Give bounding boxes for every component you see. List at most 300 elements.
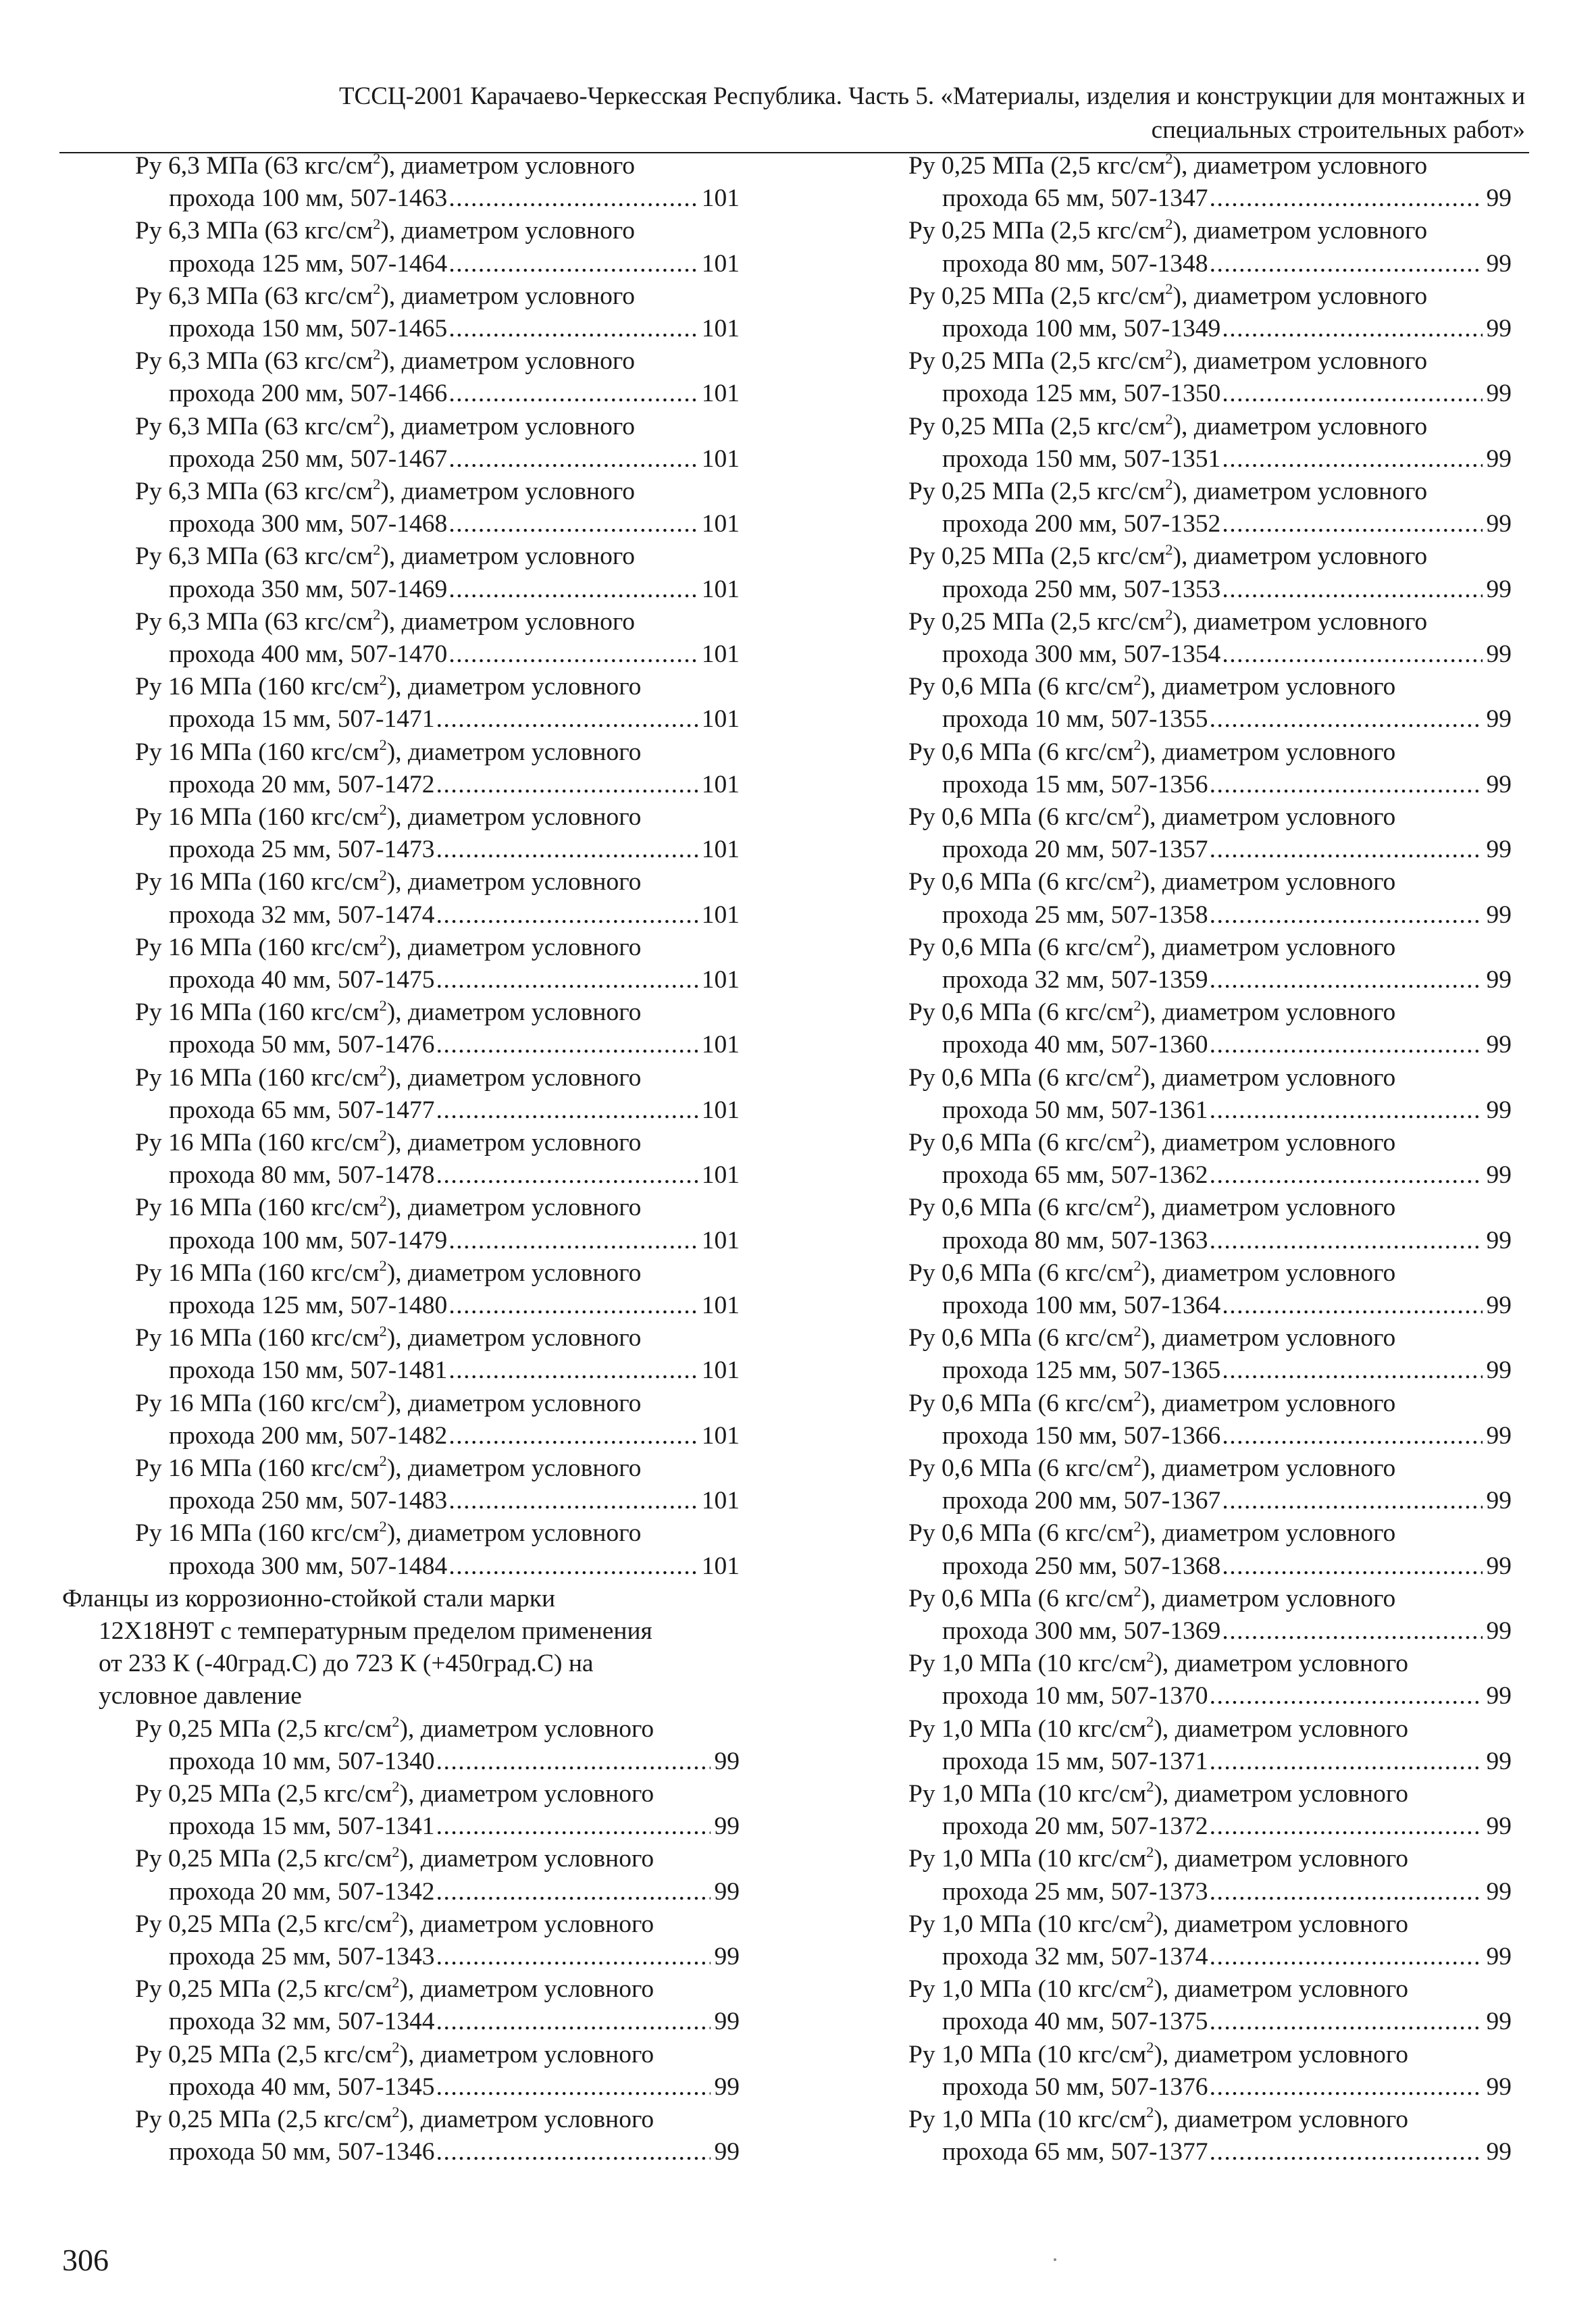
entry-pressure-suffix: ), диаметром условного [1173,607,1428,636]
entry-pressure-line [135,1908,654,1941]
dot-leader [436,964,698,996]
entry-unit-superscript: 2 [1133,1583,1141,1600]
entry-pressure-line [908,215,1427,247]
entry-passage-line [169,378,740,410]
dot-leader [436,2006,711,2038]
entry-pressure-line [908,411,1427,443]
entry-passage-text: прохода 150 мм, 507-1465 [169,315,448,342]
entry-passage-text: прохода 200 мм, 507-1367 [942,1487,1221,1515]
entry-pressure-line [135,1713,654,1746]
entry-pressure-text: Ру 0,25 МПа (2,5 кгс/см [908,478,1166,505]
entry-unit-superscript: 2 [1165,215,1173,232]
entry-passage-text: прохода 250 мм, 507-1353 [942,575,1221,603]
entry-pressure-line [908,1517,1395,1550]
entry-pressure-text: Ру 0,25 МПа (2,5 кгс/см [908,542,1166,571]
entry-page-ref: 99 [714,1877,740,1906]
entry-page-ref: 99 [1486,1421,1512,1450]
dot-leader [1222,1550,1482,1583]
entry-passage-line [942,1485,1512,1517]
entry-passage-text: прохода 10 мм, 507-1370 [942,1682,1208,1710]
entry-pressure-line [135,1843,654,1875]
entry-pressure-line [135,1517,641,1550]
entry-page-ref: 99 [1486,1161,1512,1190]
entry-pressure-suffix: ), диаметром условного [1141,998,1396,1027]
header-line-2: специальных строительных работ» [1151,116,1525,144]
entry-pressure-line [135,280,635,313]
dot-leader [1222,638,1482,671]
entry-passage-line [169,638,740,671]
entry-passage-text: прохода 50 мм, 507-1476 [169,1031,435,1059]
entry-passage-line [169,2136,740,2168]
entry-pressure-line [908,606,1427,638]
entry-pressure-suffix: ), диаметром условного [399,1845,654,1873]
entry-unit-superscript: 2 [379,1257,387,1275]
entry-page-ref: 99 [714,2138,740,2166]
entry-passage-text: прохода 300 мм, 507-1354 [942,640,1221,668]
entry-unit-superscript: 2 [392,1908,400,1926]
entry-passage-line [169,1941,740,1973]
entry-passage-line [169,248,740,280]
dot-leader [436,1029,698,1061]
entry-pressure-text: Ру 0,6 МПа (6 кгс/см [908,933,1134,961]
entry-pressure-suffix: ), диаметром условного [1173,282,1428,310]
entry-pressure-suffix: ), диаметром условного [386,998,642,1027]
dot-leader [448,443,697,476]
entry-passage-text: прохода 40 мм, 507-1375 [942,2008,1208,2036]
entry-pressure-line [908,1713,1408,1746]
dot-leader [448,1354,697,1387]
entry-passage-text: прохода 350 мм, 507-1469 [169,575,448,603]
entry-unit-superscript: 2 [1133,1192,1141,1209]
entry-passage-line [942,703,1512,736]
entry-pressure-suffix: ), диаметром условного [386,868,642,896]
entry-passage-text: прохода 300 мм, 507-1468 [169,510,448,538]
entry-pressure-line [908,280,1427,313]
entry-passage-text: прохода 250 мм, 507-1467 [169,444,448,473]
entry-pressure-line [908,1908,1408,1941]
entry-passage-text: прохода 50 мм, 507-1361 [942,1096,1208,1124]
entry-passage-text: прохода 50 мм, 507-1376 [942,2073,1208,2101]
entry-page-ref: 99 [1486,1877,1512,1906]
dot-leader [1210,899,1483,932]
entry-page-ref: 99 [1486,1292,1512,1319]
entry-pressure-suffix: ), диаметром условного [399,2040,654,2068]
dot-leader [1210,1225,1483,1257]
entry-page-ref: 99 [1486,380,1512,408]
entry-pressure-suffix: ), диаметром условного [1141,1519,1396,1548]
entry-passage-text: прохода 20 мм, 507-1342 [169,1877,435,1906]
entry-page-ref: 101 [701,705,740,734]
section-heading-line: от 233 К (-40град.С) до 723 К (+450град.С) на [99,1650,594,1678]
entry-unit-superscript: 2 [373,280,381,298]
entry-pressure-text: Ру 0,6 МПа (6 кгс/см [908,738,1134,766]
entry-unit-superscript: 2 [1133,1517,1141,1535]
entry-passage-text: прохода 100 мм, 507-1364 [942,1292,1221,1319]
entry-page-ref: 99 [1486,1552,1512,1580]
dot-leader [436,1941,711,1973]
entry-passage-text: прохода 40 мм, 507-1345 [169,2073,435,2101]
dot-leader [1210,834,1483,866]
entry-pressure-line [135,606,635,638]
entry-pressure-line [908,736,1395,769]
entry-unit-superscript: 2 [392,1778,400,1796]
entry-page-ref: 99 [1486,1096,1512,1124]
entry-pressure-suffix: ), диаметром условного [380,478,636,505]
entry-passage-text: прохода 15 мм, 507-1341 [169,1812,435,1841]
entry-page-ref: 101 [701,575,740,603]
entry-passage-text: прохода 15 мм, 507-1356 [942,770,1208,798]
dot-leader [1222,378,1482,410]
entry-page-ref: 99 [1486,1812,1512,1841]
entry-pressure-line [908,150,1427,182]
entry-pressure-suffix: ), диаметром условного [386,1259,642,1287]
entry-pressure-suffix: ), диаметром условного [1141,1389,1396,1417]
dot-leader [1222,508,1482,540]
entry-pressure-suffix: ), диаметром условного [1173,542,1428,571]
entry-unit-superscript: 2 [379,1387,387,1404]
entry-passage-text: прохода 32 мм, 507-1359 [942,966,1208,994]
entry-pressure-suffix: ), диаметром условного [1173,217,1428,245]
entry-passage-text: прохода 150 мм, 507-1351 [942,444,1221,473]
dot-leader [448,1225,697,1257]
entry-unit-superscript: 2 [1133,1452,1141,1470]
entry-passage-line [942,508,1512,540]
entry-pressure-line [135,1062,641,1094]
entry-passage-line [169,1159,740,1192]
entry-passage-line [169,703,740,736]
entry-page-ref: 99 [1486,1617,1512,1645]
entry-unit-superscript: 2 [1146,1843,1154,1860]
dot-leader [1210,703,1483,736]
entry-pressure-text: Ру 0,25 МПа (2,5 кгс/см [908,412,1166,440]
entry-pressure-suffix: ), диаметром условного [1141,673,1396,701]
entry-pressure-text: Ру 16 МПа (160 кгс/см [135,803,380,831]
entry-unit-superscript: 2 [379,1452,387,1470]
entry-passage-line [169,1746,740,1778]
entry-pressure-text: Ру 0,6 МПа (6 кгс/см [908,1259,1134,1287]
entry-pressure-text: Ру 16 МПа (160 кгс/см [135,998,380,1027]
entry-unit-superscript: 2 [1133,932,1141,949]
entry-passage-text: прохода 65 мм, 507-1347 [942,184,1208,213]
entry-pressure-line [908,1127,1395,1159]
entry-passage-text: прохода 80 мм, 507-1348 [942,249,1208,278]
entry-page-ref: 99 [1486,1682,1512,1710]
entry-pressure-suffix: ), диаметром условного [386,673,642,701]
dot-leader [1210,2071,1483,2104]
entry-pressure-text: Ру 6,3 МПа (63 кгс/см [135,542,374,571]
dot-leader [436,1810,711,1843]
entry-page-ref: 99 [1486,900,1512,929]
entry-passage-line [169,964,740,996]
entry-page-ref: 99 [1486,2008,1512,2036]
entry-passage-line [169,1420,740,1452]
dot-leader [1210,248,1483,280]
dot-leader [1210,1746,1483,1778]
entry-unit-superscript: 2 [1165,280,1173,298]
entry-pressure-line [908,932,1395,964]
entry-pressure-line [908,1648,1408,1680]
entry-unit-superscript: 2 [379,996,387,1014]
entry-pressure-line [135,345,635,378]
entry-passage-text: прохода 100 мм, 507-1463 [169,184,448,213]
entry-page-ref: 99 [1486,575,1512,603]
entry-page-ref: 99 [1486,315,1512,342]
entry-pressure-suffix: ), диаметром условного [1141,1194,1396,1222]
entry-pressure-suffix: ), диаметром условного [1154,1845,1409,1873]
entry-pressure-line [135,1322,641,1354]
entry-passage-text: прохода 125 мм, 507-1365 [942,1356,1221,1385]
entry-page-ref: 99 [1486,1487,1512,1515]
section-heading-line: Фланцы из коррозионно-стойкой стали марки [62,1584,556,1612]
entry-passage-line [942,443,1512,476]
entry-passage-line [942,1941,1512,1973]
entry-unit-superscript: 2 [373,606,381,624]
entry-pressure-line [908,345,1427,378]
dot-leader [1210,1941,1483,1973]
entry-unit-superscript: 2 [373,476,381,493]
entry-passage-text: прохода 50 мм, 507-1346 [169,2138,435,2166]
entry-page-ref: 99 [1486,1356,1512,1385]
entry-pressure-text: Ру 0,6 МПа (6 кгс/см [908,1063,1134,1092]
entry-pressure-text: Ру 16 МПа (160 кгс/см [135,738,380,766]
entry-unit-superscript: 2 [379,866,387,884]
dot-leader [1222,443,1482,476]
entry-passage-line [942,1615,1512,1648]
entry-unit-superscript: 2 [1133,996,1141,1014]
entry-passage-line [169,1225,740,1257]
entry-pressure-suffix: ), диаметром условного [380,217,636,245]
entry-page-ref: 101 [701,1031,740,1059]
entry-passage-text: прохода 25 мм, 507-1473 [169,836,435,864]
entry-pressure-suffix: ), диаметром условного [1141,1063,1396,1092]
dot-leader [436,899,698,932]
entry-pressure-line [135,1973,654,2006]
entry-pressure-suffix: ), диаметром условного [1141,1454,1396,1482]
entry-passage-line [169,1029,740,1061]
entry-unit-superscript: 2 [392,1712,400,1730]
entry-passage-line [942,182,1512,215]
entry-unit-superscript: 2 [379,1517,387,1535]
entry-passage-text: прохода 25 мм, 507-1343 [169,1943,435,1971]
entry-pressure-suffix: ), диаметром условного [386,1324,642,1352]
entry-pressure-text: Ру 16 МПа (160 кгс/см [135,1454,380,1482]
dot-leader [1210,1680,1483,1712]
entry-unit-superscript: 2 [1146,2038,1154,2056]
dot-leader [448,248,697,280]
entry-pressure-text: Ру 0,6 МПа (6 кгс/см [908,1194,1134,1222]
entry-pressure-text: Ру 0,25 МПа (2,5 кгс/см [135,1910,392,1938]
dot-leader [448,508,697,540]
entry-pressure-text: Ру 6,3 МПа (63 кгс/см [135,412,374,440]
entry-pressure-suffix: ), диаметром условного [1154,1650,1409,1678]
entry-pressure-suffix: ), диаметром условного [386,1519,642,1548]
entry-passage-line [942,1680,1512,1712]
entry-unit-superscript: 2 [1133,801,1141,819]
entry-unit-superscript: 2 [1165,150,1173,168]
entry-pressure-line [135,2104,654,2136]
entry-pressure-suffix: ), диаметром условного [1154,1780,1409,1808]
entry-passage-line [942,1746,1512,1778]
dot-leader [1222,1354,1482,1387]
entry-unit-superscript: 2 [1133,866,1141,884]
entry-pressure-suffix: ), диаметром условного [386,1454,642,1482]
entry-page-ref: 101 [701,900,740,929]
entry-page-ref: 101 [701,315,740,342]
entry-pressure-suffix: ), диаметром условного [380,282,636,310]
entry-pressure-text: Ру 16 МПа (160 кгс/см [135,1259,380,1287]
entry-passage-line [169,899,740,932]
entry-pressure-suffix: ), диаметром условного [1141,803,1396,831]
entry-passage-text: прохода 200 мм, 507-1482 [169,1421,448,1450]
entry-passage-text: прохода 100 мм, 507-1479 [169,1226,448,1254]
entry-page-ref: 101 [701,249,740,278]
entry-pressure-suffix: ), диаметром условного [386,1389,642,1417]
dot-leader [448,182,697,215]
entry-pressure-line [908,671,1395,703]
entry-passage-line [942,2071,1512,2104]
entry-unit-superscript: 2 [392,1973,400,1991]
entry-passage-line [169,2071,740,2104]
entry-pressure-text: Ру 16 МПа (160 кгс/см [135,1129,380,1156]
entry-pressure-text: Ру 16 МПа (160 кгс/см [135,673,380,701]
entry-pressure-text: Ру 0,6 МПа (6 кгс/см [908,1584,1134,1612]
entry-passage-text: прохода 80 мм, 507-1478 [169,1161,435,1190]
entry-unit-superscript: 2 [1165,476,1173,493]
entry-unit-superscript: 2 [1133,1257,1141,1275]
dot-leader [448,1485,697,1517]
entry-passage-line [169,1485,740,1517]
dot-leader [1210,2006,1483,2038]
entry-page-ref: 101 [701,1421,740,1450]
entry-passage-line [942,2136,1512,2168]
entry-unit-superscript: 2 [1146,1712,1154,1730]
entry-page-ref: 99 [1486,249,1512,278]
dot-leader [1210,964,1483,996]
entry-passage-line [942,638,1512,671]
entry-passage-line [169,313,740,345]
entry-passage-line [942,1810,1512,1843]
entry-passage-line [169,443,740,476]
entry-pressure-suffix: ), диаметром условного [1154,1975,1409,2004]
entry-pressure-line [135,150,635,182]
entry-pressure-suffix: ), диаметром условного [1173,412,1428,440]
entry-pressure-line [908,540,1427,573]
entry-pressure-suffix: ), диаметром условного [399,1975,654,2004]
entry-passage-line [942,899,1512,932]
entry-pressure-suffix: ), диаметром условного [386,1129,642,1156]
entry-passage-text: прохода 32 мм, 507-1344 [169,2008,435,2036]
entry-pressure-text: Ру 0,25 МПа (2,5 кгс/см [908,152,1166,180]
entry-pressure-text: Ру 0,25 МПа (2,5 кгс/см [135,2106,392,2133]
dot-leader [1222,1290,1482,1322]
entry-pressure-suffix: ), диаметром условного [1141,738,1396,766]
entry-page-ref: 101 [701,184,740,213]
entry-unit-superscript: 2 [1165,410,1173,428]
entry-passage-text: прохода 20 мм, 507-1357 [942,836,1208,864]
entry-pressure-text: Ру 1,0 МПа (10 кгс/см [908,2106,1147,2133]
entry-unit-superscript: 2 [373,345,381,363]
entry-pressure-text: Ру 16 МПа (160 кгс/см [135,933,380,961]
entry-passage-line [169,2006,740,2038]
entry-passage-text: прохода 150 мм, 507-1481 [169,1356,448,1385]
entry-page-ref: 101 [701,770,740,798]
entry-pressure-suffix: ), диаметром условного [1173,152,1428,180]
entry-page-ref: 99 [1486,510,1512,538]
entry-pressure-line [135,801,641,834]
entry-unit-superscript: 2 [379,736,387,753]
entry-pressure-line [908,1778,1408,1810]
entry-passage-line [942,1029,1512,1061]
entry-passage-line [169,1810,740,1843]
entry-passage-line [942,769,1512,801]
entry-page-ref: 101 [701,1552,740,1580]
entry-passage-line [169,574,740,606]
entry-unit-superscript: 2 [1146,1973,1154,1991]
dot-leader [436,1159,698,1192]
entry-pressure-line [908,1322,1395,1354]
entry-page-ref: 99 [1486,1747,1512,1775]
dot-leader [1222,1615,1482,1648]
entry-pressure-text: Ру 0,25 МПа (2,5 кгс/см [135,1845,392,1873]
entry-passage-line [942,248,1512,280]
entry-passage-text: прохода 10 мм, 507-1355 [942,705,1208,734]
entry-passage-text: прохода 25 мм, 507-1373 [942,1877,1208,1906]
entry-pressure-line [908,866,1395,898]
entry-pressure-suffix: ), диаметром условного [386,803,642,831]
section-heading-line: 12Х18Н9Т с температурным пределом применения [99,1617,652,1645]
entry-pressure-text: Ру 0,6 МПа (6 кгс/см [908,998,1134,1027]
entry-pressure-text: Ру 0,6 МПа (6 кгс/см [908,803,1134,831]
dot-leader [436,1746,711,1778]
header-line-1: ТССЦ-2001 Карачаево-Черкесская Республика. Часть 5. «Материалы, изделия и конструкции для монтажных и [338,82,1525,110]
entry-passage-text: прохода 32 мм, 507-1474 [169,900,435,929]
entry-page-ref: 101 [701,1161,740,1190]
entry-passage-text: прохода 10 мм, 507-1340 [169,1747,435,1775]
entry-pressure-text: Ру 0,6 МПа (6 кгс/см [908,1129,1134,1156]
entry-pressure-suffix: ), диаметром условного [386,933,642,961]
dot-leader [1210,182,1483,215]
entry-unit-superscript: 2 [379,671,387,688]
entry-pressure-text: Ру 1,0 МПа (10 кгс/см [908,1975,1147,2004]
entry-pressure-line [908,2039,1408,2071]
entry-unit-superscript: 2 [1146,2104,1154,2121]
entry-page-ref: 99 [1486,2073,1512,2101]
entry-pressure-suffix: ), диаметром условного [399,2106,654,2133]
entry-passage-text: прохода 20 мм, 507-1472 [169,770,435,798]
entry-pressure-line [135,932,641,964]
entry-unit-superscript: 2 [379,1127,387,1144]
entry-pressure-suffix: ), диаметром условного [1154,2106,1409,2133]
dot-leader [1210,1810,1483,1843]
entry-passage-line [169,508,740,540]
entry-page-ref: 99 [1486,1943,1512,1971]
dot-leader [448,1550,697,1583]
entry-page-ref: 99 [1486,705,1512,734]
entry-passage-line [169,1290,740,1322]
entry-page-ref: 99 [1486,1226,1512,1254]
entry-passage-line [942,834,1512,866]
entry-pressure-line [908,476,1427,508]
entry-passage-text: прохода 65 мм, 507-1362 [942,1161,1208,1190]
entry-pressure-line [908,996,1395,1029]
entry-unit-superscript: 2 [373,215,381,232]
entry-pressure-text: Ру 0,25 МПа (2,5 кгс/см [135,2040,392,2068]
dot-leader [1210,1159,1483,1192]
entry-passage-line [942,378,1512,410]
entry-page-ref: 101 [701,966,740,994]
entry-pressure-suffix: ), диаметром условного [380,152,636,180]
entry-pressure-suffix: ), диаметром условного [1154,1714,1409,1743]
